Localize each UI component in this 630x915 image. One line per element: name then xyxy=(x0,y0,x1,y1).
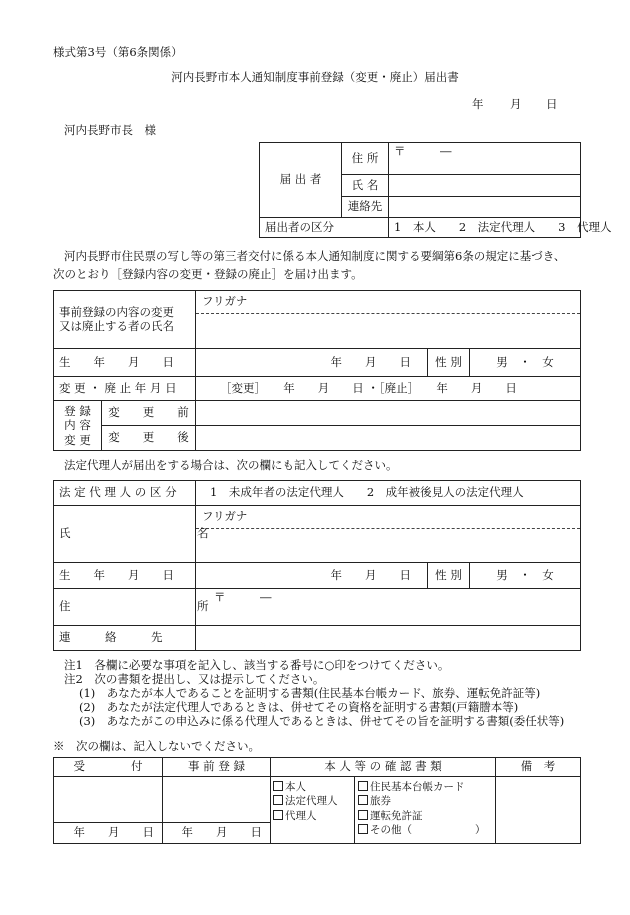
receipt-date[interactable]: 年 月 日 xyxy=(54,822,163,843)
proxy-name-input[interactable] xyxy=(196,528,580,562)
prereg-header: 事 前 登 録 xyxy=(163,758,271,777)
subject-name-input[interactable] xyxy=(196,313,580,348)
note-1: 注1 各欄に必要な事項を記入し、該当する番号に○印をつけてください。 xyxy=(64,658,450,672)
birth-date-field[interactable]: 年 月 日 xyxy=(196,349,428,377)
addressee: 河内長野市長 様 xyxy=(64,123,156,137)
confirm-docs-header: 本 人 等 の 確 認 書 類 xyxy=(271,758,496,777)
proxy-category-options[interactable]: 1 未成年者の法定代理人 2 成年被後見人の法定代理人 xyxy=(196,481,581,506)
proxy-name-label: 氏 名 xyxy=(54,506,196,563)
checkbox-passport[interactable]: 旅券 xyxy=(358,794,492,808)
checkbox-legal-rep[interactable]: 法定代理人 xyxy=(273,794,352,808)
main-table xyxy=(53,290,581,451)
reg-label-2: 内 容 xyxy=(64,418,91,433)
proxy-sex-label: 性 別 xyxy=(428,563,470,589)
month-label: 月 xyxy=(510,97,522,111)
checkbox-resident-card[interactable]: 住民基本台帳カード xyxy=(358,780,492,794)
prereg-stamp-area[interactable] xyxy=(163,777,271,823)
postal-mark: 〒 ― xyxy=(394,144,452,158)
applicant-address-field[interactable] xyxy=(389,143,581,175)
receipt-stamp-area[interactable] xyxy=(54,777,163,823)
office-table xyxy=(53,757,581,844)
confirm-docs-cell xyxy=(355,777,496,844)
sex-label: 性 別 xyxy=(428,349,470,377)
change-date-label: 変 更 ・ 廃 止 年 月 日 xyxy=(54,377,196,401)
proxy-category-label: 法 定 代 理 人 の 区 分 xyxy=(54,481,196,506)
proxy-name-field[interactable] xyxy=(196,506,581,563)
applicant-label: 届 出 者 xyxy=(260,143,342,218)
subject-name-label xyxy=(54,291,196,349)
remarks-field[interactable] xyxy=(496,777,581,844)
reg-label-1: 登 録 xyxy=(64,403,91,418)
after-label: 変 更 後 xyxy=(102,426,196,451)
proxy-address-field[interactable] xyxy=(196,589,581,626)
confirm-who-cell xyxy=(271,777,355,844)
checkbox-license[interactable]: 運転免許証 xyxy=(358,809,492,823)
proxy-birth-label: 生 年 月 日 xyxy=(54,563,196,589)
form-title: 河内長野市本人通知制度事前登録（変更・廃止）届出書 xyxy=(171,70,459,84)
after-field[interactable] xyxy=(196,426,581,451)
birth-label: 生 年 月 日 xyxy=(54,349,196,377)
note-2-item-1: (1) あなたが本人であることを証明する書類(住民基本台帳カード、旅券、運転免許証等) xyxy=(79,686,541,700)
furigana-label: フリガナ xyxy=(202,294,248,308)
day-label: 日 xyxy=(546,97,558,111)
year-label: 年 xyxy=(472,97,484,111)
category-label: 届出者の区分 xyxy=(260,218,389,238)
note-2-item-3: (3) あなたがこの申込みに係る代理人であるときは、併せてその旨を証明する書類(委任状等) xyxy=(79,714,565,728)
checkbox-self[interactable]: 本人 xyxy=(273,780,352,794)
applicant-name-field[interactable] xyxy=(389,175,581,197)
change-date-field[interactable]: ［変更］ 年 月 日 ・［廃止］ 年 月 日 xyxy=(196,377,581,401)
address-label: 住 所 xyxy=(342,143,389,175)
prereg-date[interactable]: 年 月 日 xyxy=(163,822,271,843)
checkbox-other[interactable]: その他（ ） xyxy=(358,823,492,837)
before-field[interactable] xyxy=(196,401,581,426)
checkbox-proxy[interactable]: 代理人 xyxy=(273,809,352,823)
form-id: 様式第3号（第6条関係） xyxy=(53,45,183,59)
applicant-table xyxy=(259,142,612,238)
proxy-note: 法定代理人が届出をする場合は、次の欄にも記入してください。 xyxy=(64,458,398,472)
office-note: ※ 次の欄は、記入しないでください。 xyxy=(53,739,260,753)
proxy-furigana-label: フリガナ xyxy=(202,509,248,523)
name-label: 氏 名 xyxy=(342,175,389,197)
subject-name-label-1: 事前登録の内容の変更 xyxy=(59,304,174,319)
reg-content-label xyxy=(54,401,102,451)
proxy-contact-label: 連 絡 先 xyxy=(54,626,196,651)
proxy-postal-mark: 〒 ― xyxy=(214,590,272,604)
proxy-address-label: 住 所 xyxy=(54,589,196,626)
applicant-category-options[interactable]: 1 本人 2 法定代理人 3 代理人 xyxy=(389,218,581,238)
intro-line-2: 次のとおり［登録内容の変更・登録の廃止］を届け出ます。 xyxy=(53,267,363,281)
reg-label-3: 変 更 xyxy=(64,432,91,447)
subject-name-label-2: 又は廃止する者の氏名 xyxy=(59,318,174,333)
before-label: 変 更 前 xyxy=(102,401,196,426)
proxy-table xyxy=(53,480,581,651)
note-2-item-2: (2) あなたが法定代理人であるときは、併せてその資格を証明する書類(戸籍謄本等) xyxy=(79,700,519,714)
proxy-sex-options[interactable]: 男 ・ 女 xyxy=(470,563,581,589)
sex-options[interactable]: 男 ・ 女 xyxy=(470,349,581,377)
note-2: 注2 次の書類を提出し、又は提示してください。 xyxy=(64,672,325,686)
contact-label: 連絡先 xyxy=(342,197,389,218)
intro-line-1: 河内長野市住民票の写し等の第三者交付に係る本人通知制度に関する要綱第6条の規定に基づき、 xyxy=(64,249,566,263)
proxy-contact-field[interactable] xyxy=(196,626,581,651)
receipt-header: 受 付 xyxy=(54,758,163,777)
subject-name-field[interactable] xyxy=(196,291,581,349)
applicant-contact-field[interactable] xyxy=(389,197,581,218)
proxy-birth-date-field[interactable]: 年 月 日 xyxy=(196,563,428,589)
remarks-header: 備 考 xyxy=(496,758,581,777)
